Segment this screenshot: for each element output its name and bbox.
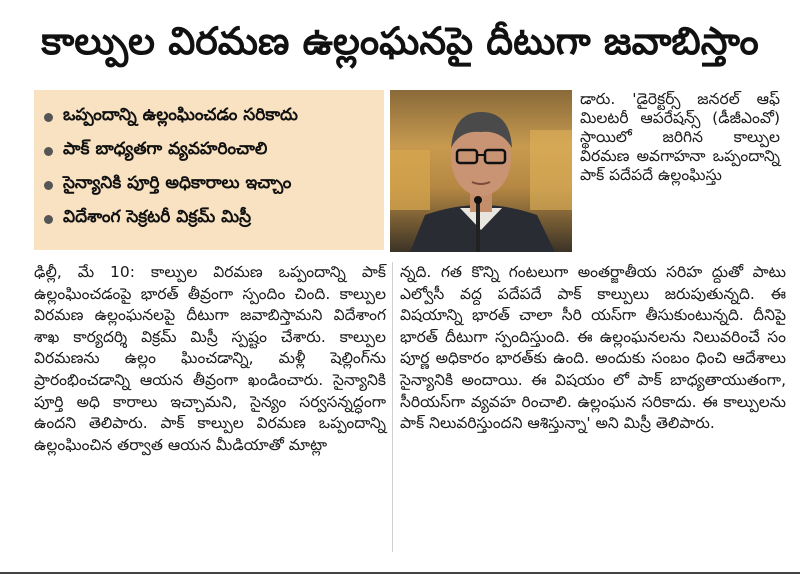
- highlight-item: [44, 134, 376, 168]
- article-column-right-top: [580, 90, 780, 185]
- highlight-item: [44, 100, 376, 134]
- article-column-right-bottom: [400, 262, 786, 435]
- article-paragraph: న్నది. గత కొన్ని గంటలుగా అంతర్జాతీయ సరిహ ద్దుతో పాటు ఎల్వోసీ వద్ద పదేపదే పాక్ కాల్పులు జరుపుతున్నది. ఈ విషయాన్ని భారత్ చాలా సీరి యస్‌గా తీసుకుంటున్నది. దీనిపై భారత్ దీటుగా స్పందిస్తుంది. ఈ ఉల్లంఘనలను నిలువరించే సం పూర్ణ అధికారం భారత్‌కు ఉంది. అందుకు సంబం ధించి ఆదేశాలు సైన్యానికి అందాయి. ఈ విషయం లో పాక్ బాధ్యతాయుతంగా, సీరియస్‌గా వ్యవహ రించాలి. ఉల్లంఘన సరికాదు. ఈ కాల్పులను పాక్ నిలువరిస్తుందని ఆశిస్తున్నా' అని మిస్రీ తెలిపారు.: [400, 263, 786, 433]
- highlights-box: [34, 90, 384, 250]
- bullet-icon: [44, 215, 53, 224]
- bullet-icon: [44, 113, 53, 122]
- column-divider: [392, 262, 393, 552]
- highlight-text: ఒప్పందాన్ని ఉల్లంఘించడం సరికాదు: [63, 105, 298, 125]
- highlight-item: [44, 168, 376, 202]
- bullet-icon: [44, 147, 53, 156]
- highlight-text: సైన్యానికి పూర్తి అధికారాలు ఇచ్చాం: [63, 173, 292, 193]
- highlight-text: విదేశాంగ సెక్రటరీ విక్రమ్ మిస్రీ: [63, 207, 252, 227]
- bottom-rule: [0, 572, 800, 574]
- article-paragraph: ఢిల్లీ, మే 10: కాల్పుల విరమణ ఒప్పందాన్ని పాక్ ఉల్లంఘించడంపై భారత్ తీవ్రంగా స్పందిం చింది. కాల్పుల విరమణ ఉల్లంఘనలపై దీటుగా జవాబిస్తామని విదేశాంగ శాఖ కార్యదర్శి విక్రమ్ మిస్రీ స్పష్టం చేశారు. కాల్పుల విరమణను ఉల్లం ఘించడాన్ని, మళ్లీ షెల్లింగ్‌ను ప్రారంభించడాన్ని ఆయన తీవ్రంగా ఖండించారు. సైన్యానికి పూర్తి అధి కారాలు ఇచ్చామని, సైన్యం సర్వసన్నద్ధంగా ఉందని తెలిపారు. పాక్ కాల్పుల విరమణ ఒప్పందాన్ని ఉల్లంఘించిన తర్వాత ఆయన మీడియాతో మాట్లా: [34, 263, 386, 454]
- portrait-photo-icon: [390, 90, 572, 252]
- article-paragraph: డారు. 'డైరెక్టర్స్ జనరల్ ఆఫ్ మిలటరీ ఆపరేషన్స్ (డీజీఎంవో) స్థాయిలో జరిగిన కాల్పుల విరమణ అవగాహనా ఒప్పందాన్ని పాక్ పదేపదే ఉల్లంఘిస్తు: [580, 90, 780, 184]
- bullet-icon: [44, 181, 53, 190]
- portrait-photo: [390, 90, 572, 252]
- article-column-left: [34, 262, 386, 456]
- article-headline: కాల్పుల విరమణ ఉల్లంఘనపై దీటుగా జవాబిస్తాం: [41, 19, 759, 63]
- highlight-text: పాక్ బాధ్యతగా వ్యవహరించాలి: [63, 139, 268, 159]
- highlight-item: [44, 202, 376, 236]
